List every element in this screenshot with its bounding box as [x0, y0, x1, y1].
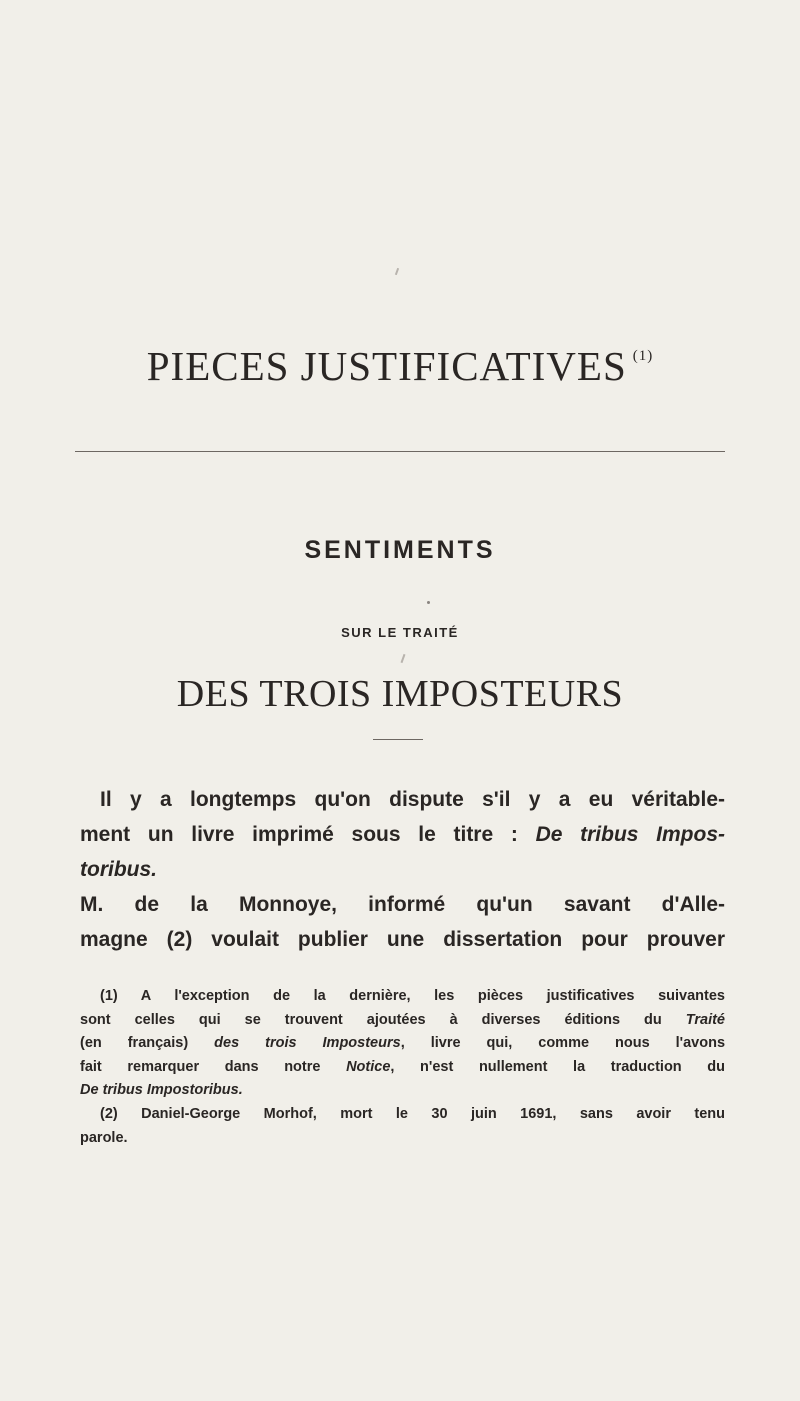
- footnote-1: [80, 985, 725, 1103]
- footnote-line: [80, 1056, 725, 1080]
- section-subject: DES TROIS IMPOSTEURS: [176, 673, 624, 715]
- footnote-italic: Notice: [346, 1058, 391, 1075]
- body-text: ment un livre imprimé sous le titre :: [80, 823, 536, 846]
- footnote-text: , livre qui, comme nous l'avons: [400, 1035, 726, 1052]
- footnote-line: (1) A l'exception de la dernière, les pièces justificatives suivantes: [100, 988, 725, 1004]
- latin-title: toribus.: [80, 858, 157, 881]
- body-line: M. de la Monnoye, informé qu'un savant d'Alle-: [80, 893, 725, 916]
- footnote-line: (2) Daniel-George Morhof, mort le 30 juin 1691, sans avoir tenu: [100, 1106, 725, 1122]
- paragraph-1: [80, 782, 725, 887]
- footnote-line: [80, 1032, 725, 1056]
- title-footnote-marker: (1): [632, 348, 654, 364]
- ornament-dot: [427, 601, 430, 604]
- footnote-italic: Traité: [685, 1011, 725, 1028]
- body-line: [80, 817, 725, 852]
- paragraph-2: [80, 887, 725, 957]
- section-title: SENTIMENTS: [304, 536, 496, 564]
- paper-speck: [401, 654, 406, 663]
- footnote-2: [80, 1103, 725, 1150]
- body-line: Il y a longtemps qu'on dispute s'il y a eu véritable-: [100, 788, 725, 811]
- page-title-text: PIECES JUSTIFICATIVES: [146, 343, 627, 389]
- footnote-text: fait remarquer dans notre: [80, 1058, 347, 1075]
- footnote-line: parole.: [80, 1129, 128, 1146]
- footnote-italic: des trois Imposteurs: [214, 1035, 401, 1052]
- section-connector: SUR LE TRAITÉ: [341, 625, 459, 640]
- footnote-text: , n'est nullement la traduction du: [390, 1058, 725, 1075]
- body-line: magne (2) voulait publier une dissertation pour prouver: [80, 928, 725, 951]
- footnote-line: [80, 1009, 725, 1033]
- title-divider: [75, 451, 725, 452]
- footnote-text: sont celles qui se trouvent ajoutées à diverses éditions du: [80, 1011, 686, 1028]
- footnote-italic: De tribus Impostoribus.: [80, 1082, 243, 1099]
- page-title: [0, 342, 800, 390]
- section-divider: [373, 739, 423, 740]
- paper-speck: [395, 268, 399, 275]
- footnote-line: [80, 1079, 725, 1103]
- latin-title: De tribus Impos-: [535, 823, 726, 846]
- body-line: [80, 852, 725, 887]
- footnote-text: (en français): [80, 1035, 215, 1052]
